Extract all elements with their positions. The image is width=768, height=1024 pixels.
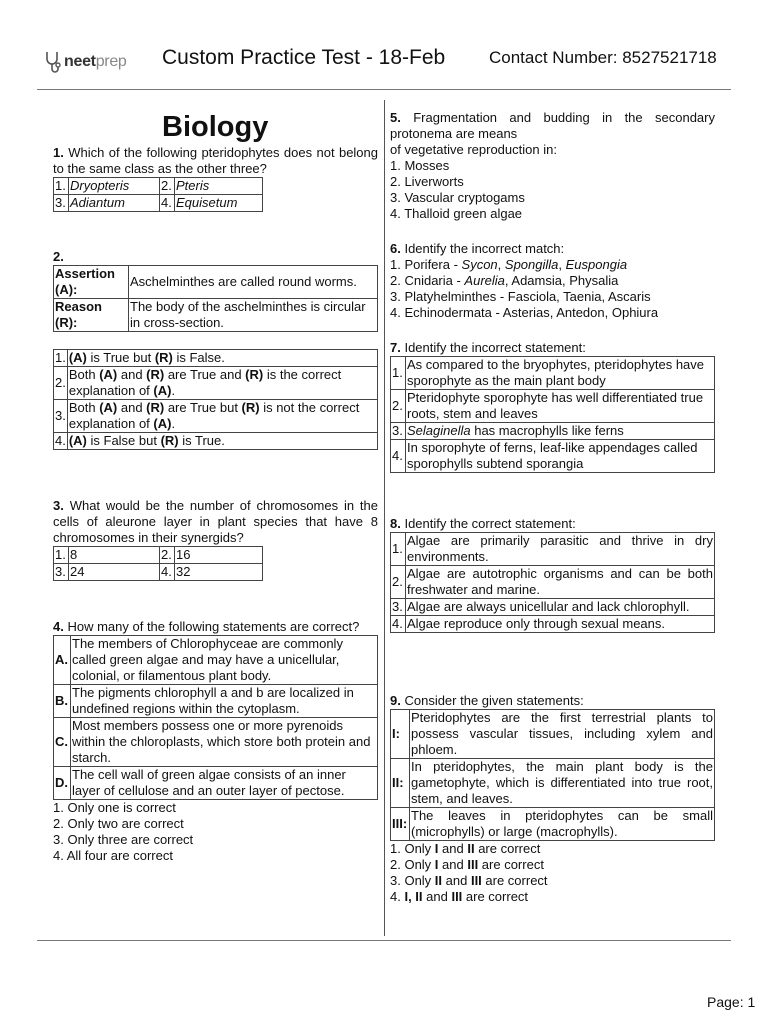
column-divider xyxy=(384,100,385,936)
subject-heading: Biology xyxy=(162,111,269,143)
question-3: 3. What would be the number of chromosomes in the cells of aleurone layer in plant species that have 8 chromosomes in their synergids? 1. 8 2. 16 3. 24 4. 32 xyxy=(53,498,378,579)
question-7: 7. Identify the incorrect statement: 1. As compared to the bryophytes, pteridophytes have sporophyte as the main plant body 2. Pteridophyte sporophyte has well differentiated true roots, stem and leaves 3. Selaginella has macrophylls like ferns 4. In sporophyte of ferns, leaf-like appendages called sporophylls subtend sporangia xyxy=(390,340,715,473)
question-5: 5. Fragmentation and budding in the secondary protonema are means of vegetative reproduction in: 1. Mosses 2. Liverworts 3. Vascular cryptogams 4. Thalloid green algae xyxy=(390,110,715,221)
logo-text: neetprep xyxy=(64,53,127,70)
question-1: 1. Which of the following pteridophytes does not belong to the same class as the other three? 1. Dryopteris 2. Pteris 3. Adiantum 4. Equisetum xyxy=(53,145,378,210)
page-title: Custom Practice Test - 18-Feb xyxy=(162,46,446,69)
q7-options-table: 1. As compared to the bryophytes, pteridophytes have sporophyte as the main plant body 2. Pteridophyte sporophyte has well differentiated true roots, stem and leaves 3. Selaginella has macrophylls like ferns 4. In sporophyte of ferns, leaf-like appendages called sporophylls subtend sporangia xyxy=(390,356,715,473)
q6-options: 1. Porifera - Sycon, Spongilla, Euspongia 2. Cnidaria - Aurelia, Adamsia, Physalia 3. Platyhelminthes - Fasciola, Taenia, Ascaris 4. Echinodermata - Asterias, Antedon, Ophiura xyxy=(390,257,659,320)
q2-options-table: 1. (A) is True but (R) is False. 2. Both (A) and (R) are True and (R) is the correct explanation of (A). 3. Both (A) and (R) are True but (R) is not the correct explanation of (A). 4. (A) is False but (R) is True. xyxy=(53,349,378,450)
q2-option-1: (A) is True but (R) is False. xyxy=(67,350,377,367)
q2-option-2: Both (A) and (R) are True and (R) is the correct explanation of (A). xyxy=(67,367,377,400)
q8-options-table: 1. Algae are primarily parasitic and thrive in dry environments. 2. Algae are autotrophic organisms and can be both freshwater and marine. 3. Algae are always unicellular and lack chlorophyll. 4. Algae reproduce only through sexual means. xyxy=(392,533,713,631)
question-2: 2. Assertion (A): Aschelminthes are called round worms. Reason (R): The body of the aschelminthes is circular in cross-section. 1. (A) is True but (R) is False. 2. Both (A) and (R) are True and (R) is the correct explanation of (A). 3. Both (A) and (R) are True but (R) is not the correct explanation of (A). 4. (A) is False but (R) is True. xyxy=(53,249,378,450)
q2-assertion-table: Assertion (A): Aschelminthes are called round worms. Reason (R): The body of the aschelminthes is circular in cross-section. xyxy=(53,265,378,332)
contact-number: Contact Number: 8527521718 xyxy=(489,48,717,67)
q3-options-table: 1. 8 2. 16 3. 24 4. 32 xyxy=(53,546,263,581)
q4-options: 1. Only one is correct 2. Only two are correct 3. Only three are correct 4. All four are correct xyxy=(53,800,194,863)
question-6: 6. Identify the incorrect match: 1. Porifera - Sycon, Spongilla, Euspongia 2. Cnidaria - Aurelia, Adamsia, Physalia 3. Platyhelminthes - Fasciola, Taenia, Ascaris 4. Echinodermata - Asterias, Antedon, Ophiura xyxy=(390,241,715,321)
q2-option-3: Both (A) and (R) are True but (R) is not the correct explanation of (A). xyxy=(67,400,377,433)
neetprep-logo xyxy=(44,50,127,74)
footer-divider xyxy=(37,940,731,941)
q9-options: 1. Only I and II are correct 2. Only I and III are correct 3. Only II and III are correct 4. I, II and III are correct xyxy=(390,841,548,904)
q2-option-4: (A) is False but (R) is True. xyxy=(67,433,377,450)
question-9: 9. Consider the given statements: I: Pteridophytes are the first terrestrial plants to possess vascular tissues, including xylem and phloem. II: In pteridophytes, the main plant body is the gametophyte, which is differentiated into true root, stem, and leaves. III: The leaves in pteridophytes can be small (microphylls) or large (macrophylls). 1. Only I and II are correct 2. Only I and III are correct 3. Only II and III are correct 4. I, II and III are correct xyxy=(390,693,713,904)
q9-statements-table: I: Pteridophytes are the first terrestrial plants to possess vascular tissues, including xylem and phloem. II: In pteridophytes, the main plant body is the gametophyte, which is differentiated into true root, stem, and leaves. III: The leaves in pteridophytes can be small (microphylls) or large (macrophylls). xyxy=(392,710,713,839)
stethoscope-icon xyxy=(44,50,62,74)
q1-options-table: 1. Dryopteris 2. Pteris 3. Adiantum 4. Equisetum xyxy=(53,177,263,212)
q5-options: 1. Mosses 2. Liverworts 3. Vascular cryptogams 4. Thalloid green algae xyxy=(390,158,525,221)
question-8: 8. Identify the correct statement: 1. Algae are primarily parasitic and thrive in dry environments. 2. Algae are autotrophic organisms and can be both freshwater and marine. 3. Algae are always unicellular and lack chlorophyll. 4. Algae reproduce only through sexual means. xyxy=(390,516,713,631)
q4-statements-table: A. The members of Chlorophyceae are commonly called green algae and may have a unicellular, colonial, or filamentous plant body. B. The pigments chlorophyll a and b are localized in undefined regions within the cytoplasm. C. Most members possess one or more pyrenoids within the chloroplasts, which store both protein and starch. D. The cell wall of green algae consists of an inner layer of cellulose and an outer layer of pectose. xyxy=(53,635,378,800)
question-4: 4. How many of the following statements are correct? A. The members of Chlorophyceae are commonly called green algae and may have a unicellular, colonial, or filamentous plant body. B. The pigments chlorophyll a and b are localized in undefined regions within the cytoplasm. C. Most members possess one or more pyrenoids within the chloroplasts, which store both protein and starch. D. The cell wall of green algae consists of an inner layer of cellulose and an outer layer of pectose. 1. Only one is correct 2. Only two are correct 3. Only three are correct 4. All four are correct xyxy=(53,619,378,864)
page-number: Page: 1 xyxy=(707,994,756,1010)
header-divider xyxy=(37,89,731,90)
